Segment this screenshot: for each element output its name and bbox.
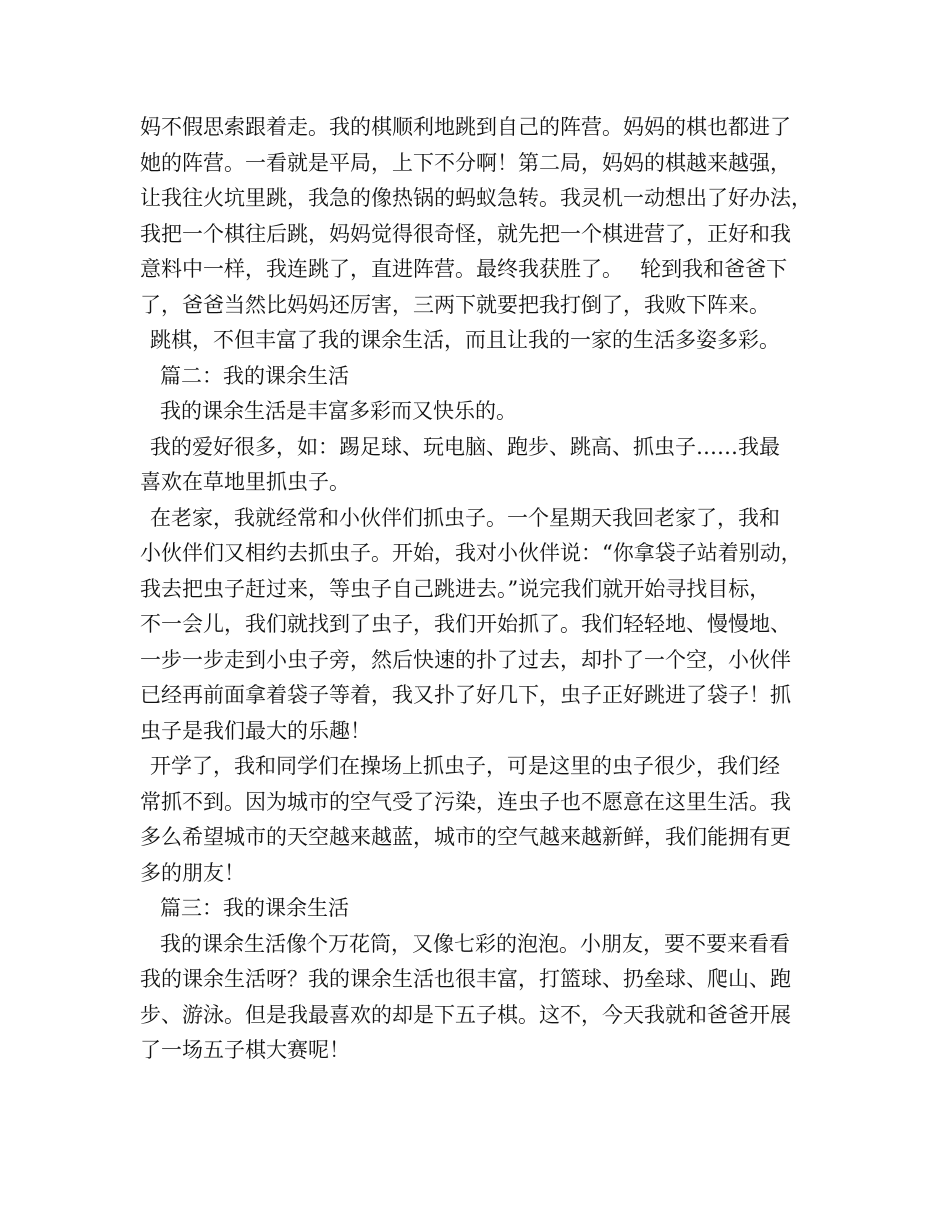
text-line: 让我往火坑里跳，我急的像热锅的蚂蚁急转。我灵机一动想出了好办法， [140, 186, 812, 210]
text-line: 跳棋，不但丰富了我的课余生活，而且让我的一家的生活多姿多彩。 [150, 328, 780, 352]
text-line: 了一场五子棋大赛呢！ [140, 1038, 350, 1062]
text-line: 常抓不到。因为城市的空气受了污染，连虫子也不愿意在这里生活。我 [140, 789, 791, 814]
section-heading: 篇三：我的课余生活 [160, 896, 349, 920]
text-line: 我去把虫子赶过来，等虫子自己跳进去。”说完我们就开始寻找目标， [140, 576, 771, 601]
text-line: 多的朋友！ [140, 860, 245, 885]
text-line: 已经再前面拿着袋子等着，我又扑了好几下，虫子正好跳进了袋子！抓 [140, 683, 791, 707]
section-heading: 篇二：我的课余生活 [160, 363, 349, 388]
text-line: 一步一步走到小虫子旁，然后快速的扑了过去，却扑了一个空，小伙伴 [140, 647, 791, 672]
text-line: 不一会儿，我们就找到了虫子，我们开始抓了。我们轻轻地、慢慢地、 [140, 612, 791, 636]
text-line: 她的阵营。一看就是平局，上下不分啊！第二局，妈妈的棋越来越强， [140, 150, 791, 175]
body-text [140, 110, 830, 1069]
text-line: 步、游泳。但是我最喜欢的却是下五子棋。这不，今天我就和爸爸开展 [140, 1002, 791, 1027]
text-line: 虫子是我们最大的乐趣！ [140, 718, 371, 743]
text-line: 我把一个棋往后跳，妈妈觉得很奇怪，就先把一个棋进营了，正好和我 [140, 221, 791, 246]
text-line: 意料中一样，我连跳了，直进阵营。最终我获胜了。 轮到我和爸爸下 [140, 257, 788, 281]
text-line: 多么希望城市的天空越来越蓝，城市的空气越来越新鲜，我们能拥有更 [140, 825, 791, 849]
text-line: 小伙伴们又相约去抓虫子。开始，我对小伙伴说：“你拿袋子站着别动， [140, 541, 802, 565]
text-line: 我的爱好很多，如：踢足球、玩电脑、跑步、跳高、抓虫子……我最 [150, 434, 780, 459]
text-line: 了，爸爸当然比妈妈还厉害，三两下就要把我打倒了，我败下阵来。 [140, 292, 770, 317]
text-line: 喜欢在草地里抓虫子。 [140, 470, 350, 494]
text-line: 我的课余生活像个万花筒，又像七彩的泡泡。小朋友，要不要来看看 [160, 931, 790, 956]
text-line: 我的课余生活是丰富多彩而又快乐的。 [160, 399, 517, 423]
text-line: 在老家，我就经常和小伙伴们抓虫子。一个星期天我回老家了，我和 [150, 505, 780, 530]
text-line: 我的课余生活呀？我的课余生活也很丰富，打篮球、扔垒球、爬山、跑 [140, 967, 791, 991]
text-line: 开学了，我和同学们在操场上抓虫子，可是这里的虫子很少，我们经 [150, 754, 780, 778]
text-line: 妈不假思索跟着走。我的棋顺利地跳到自己的阵营。妈妈的棋也都进了 [140, 115, 791, 139]
